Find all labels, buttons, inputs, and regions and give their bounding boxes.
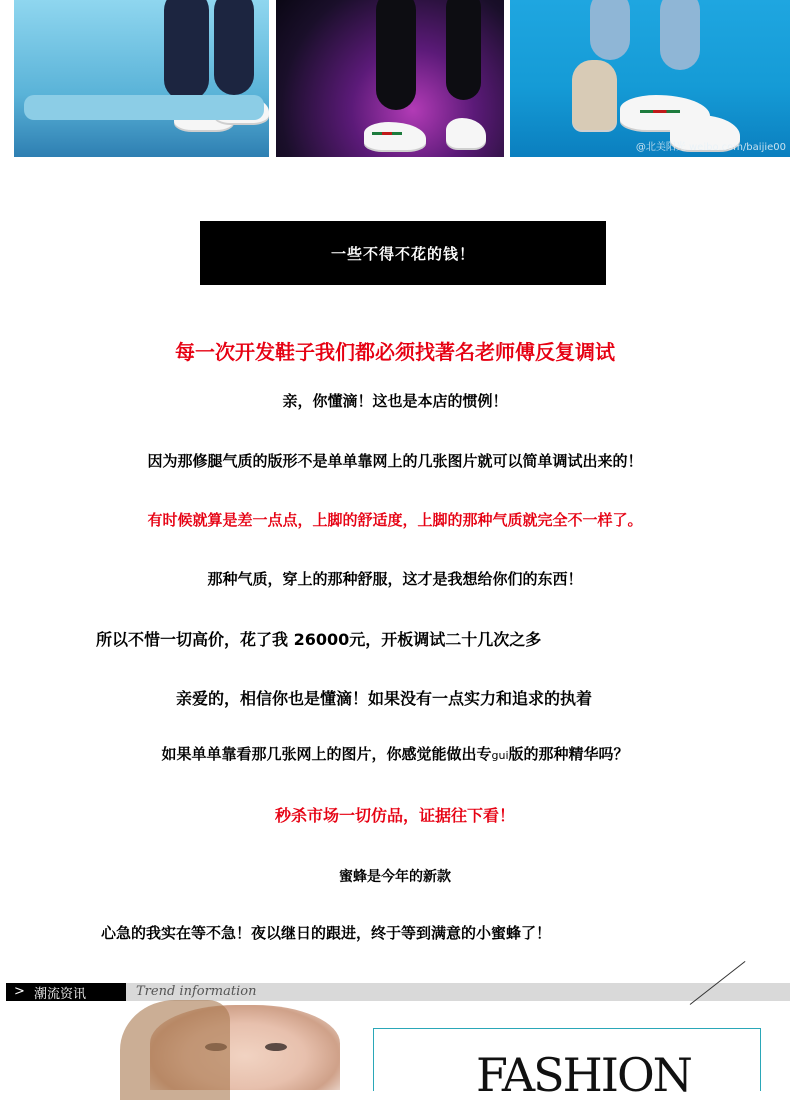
text-part-small: gui xyxy=(491,749,509,762)
text-part: 如果单单靠看那几张网上的图片，你感觉能做出专 xyxy=(161,745,492,763)
trend-english-label: Trend information xyxy=(136,984,257,999)
fashion-title: FASHION xyxy=(476,1048,691,1102)
text-line: 因为那修腿气质的版形不是单单靠网上的几张图片就可以简单调试出来的！ xyxy=(147,452,643,470)
text-line xyxy=(0,743,790,764)
leg-jeans xyxy=(590,0,630,60)
leg-left xyxy=(164,0,209,100)
sneaker-stripe xyxy=(640,110,680,113)
model-photo xyxy=(150,1005,340,1090)
photo-watermark: @北美阳光 weibo.com/baijie00 xyxy=(635,142,786,153)
text-line-red: 秒杀市场一切仿品，证据往下看！ xyxy=(274,806,515,825)
product-photo-strip xyxy=(0,0,790,160)
text-line-red: 有时候就算是差一点点，上脚的舒适度，上脚的那种气质就完全不一样了。 xyxy=(147,511,643,529)
photo-night-sneakers xyxy=(276,0,504,157)
sneaker-stripe xyxy=(372,132,402,135)
text-line: 所以不惜一切高价，花了我 26000元，开板调试二十几次之多 xyxy=(96,630,542,649)
eye xyxy=(265,1043,287,1051)
photo-sofa-sneakers xyxy=(14,0,269,157)
trend-tag-label: 潮流资讯 xyxy=(34,986,87,1002)
leg-right xyxy=(446,0,481,100)
leg-right xyxy=(214,0,254,95)
text-line: 蜜蜂是今年的新款 xyxy=(339,869,451,885)
trend-info-bar xyxy=(6,983,790,1001)
text-line: 心急的我实在等不急！夜以继日的跟进，终于等到满意的小蜜蜂了！ xyxy=(101,924,552,942)
chevron-right-icon: > xyxy=(14,984,25,999)
headline-red: 每一次开发鞋子我们都必须找著名老师傅反复调试 xyxy=(175,340,615,364)
sneaker xyxy=(364,122,426,150)
section-banner: 一些不得不花的钱！ xyxy=(200,221,606,285)
sneaker xyxy=(446,118,486,148)
text-line: 亲，你懂滴！这也是本店的惯例！ xyxy=(282,392,508,410)
leg-jeans xyxy=(660,0,700,70)
trend-tag[interactable] xyxy=(6,983,126,1001)
boot xyxy=(572,60,617,130)
text-part: 版的那种精华吗？ xyxy=(508,745,629,763)
leg-left xyxy=(376,0,416,110)
photo-blue-sneakers xyxy=(510,0,790,157)
text-line: 那种气质，穿上的那种舒服，这才是我想给你们的东西！ xyxy=(207,570,583,588)
text-line: 亲爱的，相信你也是懂滴！如果没有一点实力和追求的执着 xyxy=(176,689,593,708)
